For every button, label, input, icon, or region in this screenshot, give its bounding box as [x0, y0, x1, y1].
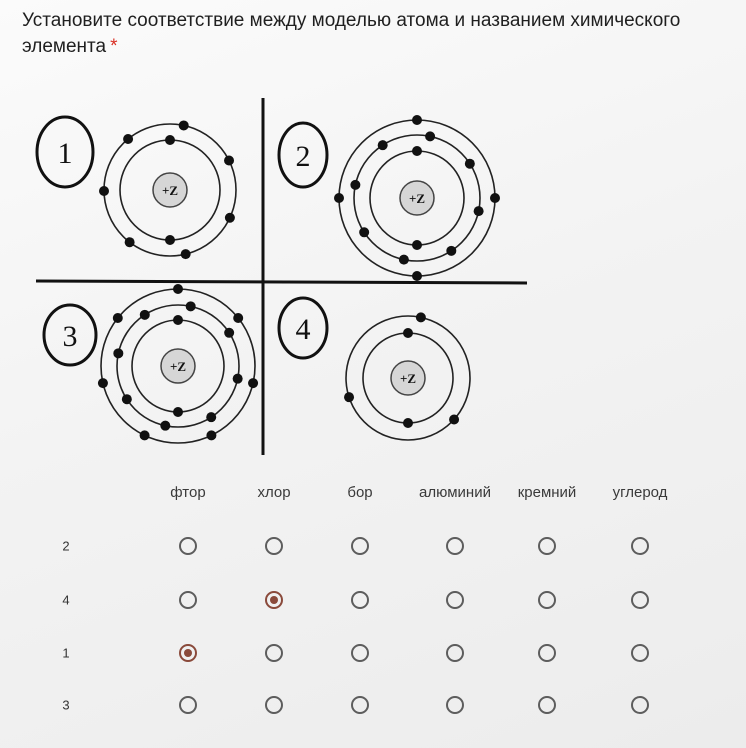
column-header: хлор	[257, 484, 291, 501]
atom-1-nucleus-label: +Z	[161, 183, 179, 198]
atom-1-number: 1	[57, 137, 73, 170]
column-header: углерод	[612, 484, 668, 501]
atom-2-electron	[412, 271, 422, 281]
atom-3-electron	[122, 394, 132, 404]
column-header: кремний	[517, 484, 577, 501]
radio-row-3-бор[interactable]	[351, 696, 369, 714]
atom-2-electron	[425, 131, 435, 141]
atom-2-electron	[412, 240, 422, 250]
atom-4-number: 4	[295, 313, 311, 346]
atom-3-nucleus-label: +Z	[169, 359, 187, 374]
atom-2-electron	[399, 255, 409, 265]
column-header: бор	[347, 484, 373, 501]
atom-3-electron	[140, 310, 150, 320]
atom-2-electron	[446, 246, 456, 256]
row-label: 2	[62, 538, 70, 554]
atom-2-number: 2	[295, 140, 311, 173]
atom-3-electron	[206, 412, 216, 422]
atom-4-electron	[344, 392, 354, 402]
atom-2-electron	[350, 180, 360, 190]
atom-3-electron	[98, 378, 108, 388]
radio-row-1-бор[interactable]	[351, 644, 369, 662]
atom-2-electron	[334, 193, 344, 203]
atom-3-electron	[140, 430, 150, 440]
atom-3-electron	[113, 313, 123, 323]
radio-row-4-углерод[interactable]	[631, 591, 649, 609]
radio-row-1-кремний[interactable]	[538, 644, 556, 662]
atom-3-electron	[160, 421, 170, 431]
atom-2-electron	[412, 115, 422, 125]
radio-row-3-углерод[interactable]	[631, 696, 649, 714]
radio-row-1-фтор[interactable]	[179, 644, 197, 662]
radio-row-1-углерод[interactable]	[631, 644, 649, 662]
atom-4-electron	[403, 418, 413, 428]
atom-2-electron	[490, 193, 500, 203]
radio-row-3-кремний[interactable]	[538, 696, 556, 714]
radio-row-2-фтор[interactable]	[179, 537, 197, 555]
atom-1-electron	[125, 237, 135, 247]
required-star: *	[110, 36, 118, 57]
radio-row-2-бор[interactable]	[351, 537, 369, 555]
atom-3-electron	[224, 328, 234, 338]
column-header: фтор	[170, 484, 206, 501]
atom-3-number: 3	[62, 320, 78, 353]
atom-3-electron	[113, 348, 123, 358]
atom-2-nucleus-label: +Z	[408, 191, 426, 206]
radio-row-4-бор[interactable]	[351, 591, 369, 609]
radio-row-3-фтор[interactable]	[179, 696, 197, 714]
atom-3-electron	[233, 313, 243, 323]
atom-3-electron	[173, 284, 183, 294]
atom-1-electron	[123, 134, 133, 144]
atom-1-electron	[179, 120, 189, 130]
radio-row-1-алюминий[interactable]	[446, 644, 464, 662]
row-label: 4	[62, 592, 70, 608]
atom-1-electron	[224, 155, 234, 165]
atom-4-electron	[403, 328, 413, 338]
radio-row-2-кремний[interactable]	[538, 537, 556, 555]
atom-3-electron	[233, 374, 243, 384]
radio-row-3-алюминий[interactable]	[446, 696, 464, 714]
atom-2-electron	[474, 206, 484, 216]
atom-2-electron	[359, 227, 369, 237]
atom-1-electron	[181, 249, 191, 259]
atom-4-electron	[449, 414, 459, 424]
radio-row-2-хлор[interactable]	[265, 537, 283, 555]
radio-row-2-углерод[interactable]	[631, 537, 649, 555]
atom-1-electron	[99, 186, 109, 196]
radio-row-2-алюминий[interactable]	[446, 537, 464, 555]
atom-3-electron	[186, 301, 196, 311]
radio-row-4-алюминий[interactable]	[446, 591, 464, 609]
atom-1-electron	[165, 135, 175, 145]
divider-horizontal	[36, 281, 527, 283]
radio-row-1-хлор[interactable]	[265, 644, 283, 662]
atom-2-electron	[378, 140, 388, 150]
radio-row-4-хлор[interactable]	[265, 591, 283, 609]
row-label: 3	[62, 697, 70, 713]
atom-4-electron	[416, 312, 426, 322]
atom-1-electron	[225, 213, 235, 223]
atom-2-electron	[465, 159, 475, 169]
radio-row-4-фтор[interactable]	[179, 591, 197, 609]
radio-row-3-хлор[interactable]	[265, 696, 283, 714]
atom-3-electron	[173, 315, 183, 325]
row-label: 1	[62, 645, 70, 661]
question-text: Установите соответствие между моделью атома и названием химического элемента	[22, 10, 681, 57]
column-header: алюминий	[419, 484, 491, 501]
atom-2-electron	[412, 146, 422, 156]
atom-1-electron	[165, 235, 175, 245]
atom-3-electron	[248, 378, 258, 388]
atom-3-electron	[173, 407, 183, 417]
atom-4-nucleus-label: +Z	[399, 371, 417, 386]
atom-3-electron	[206, 430, 216, 440]
radio-row-4-кремний[interactable]	[538, 591, 556, 609]
